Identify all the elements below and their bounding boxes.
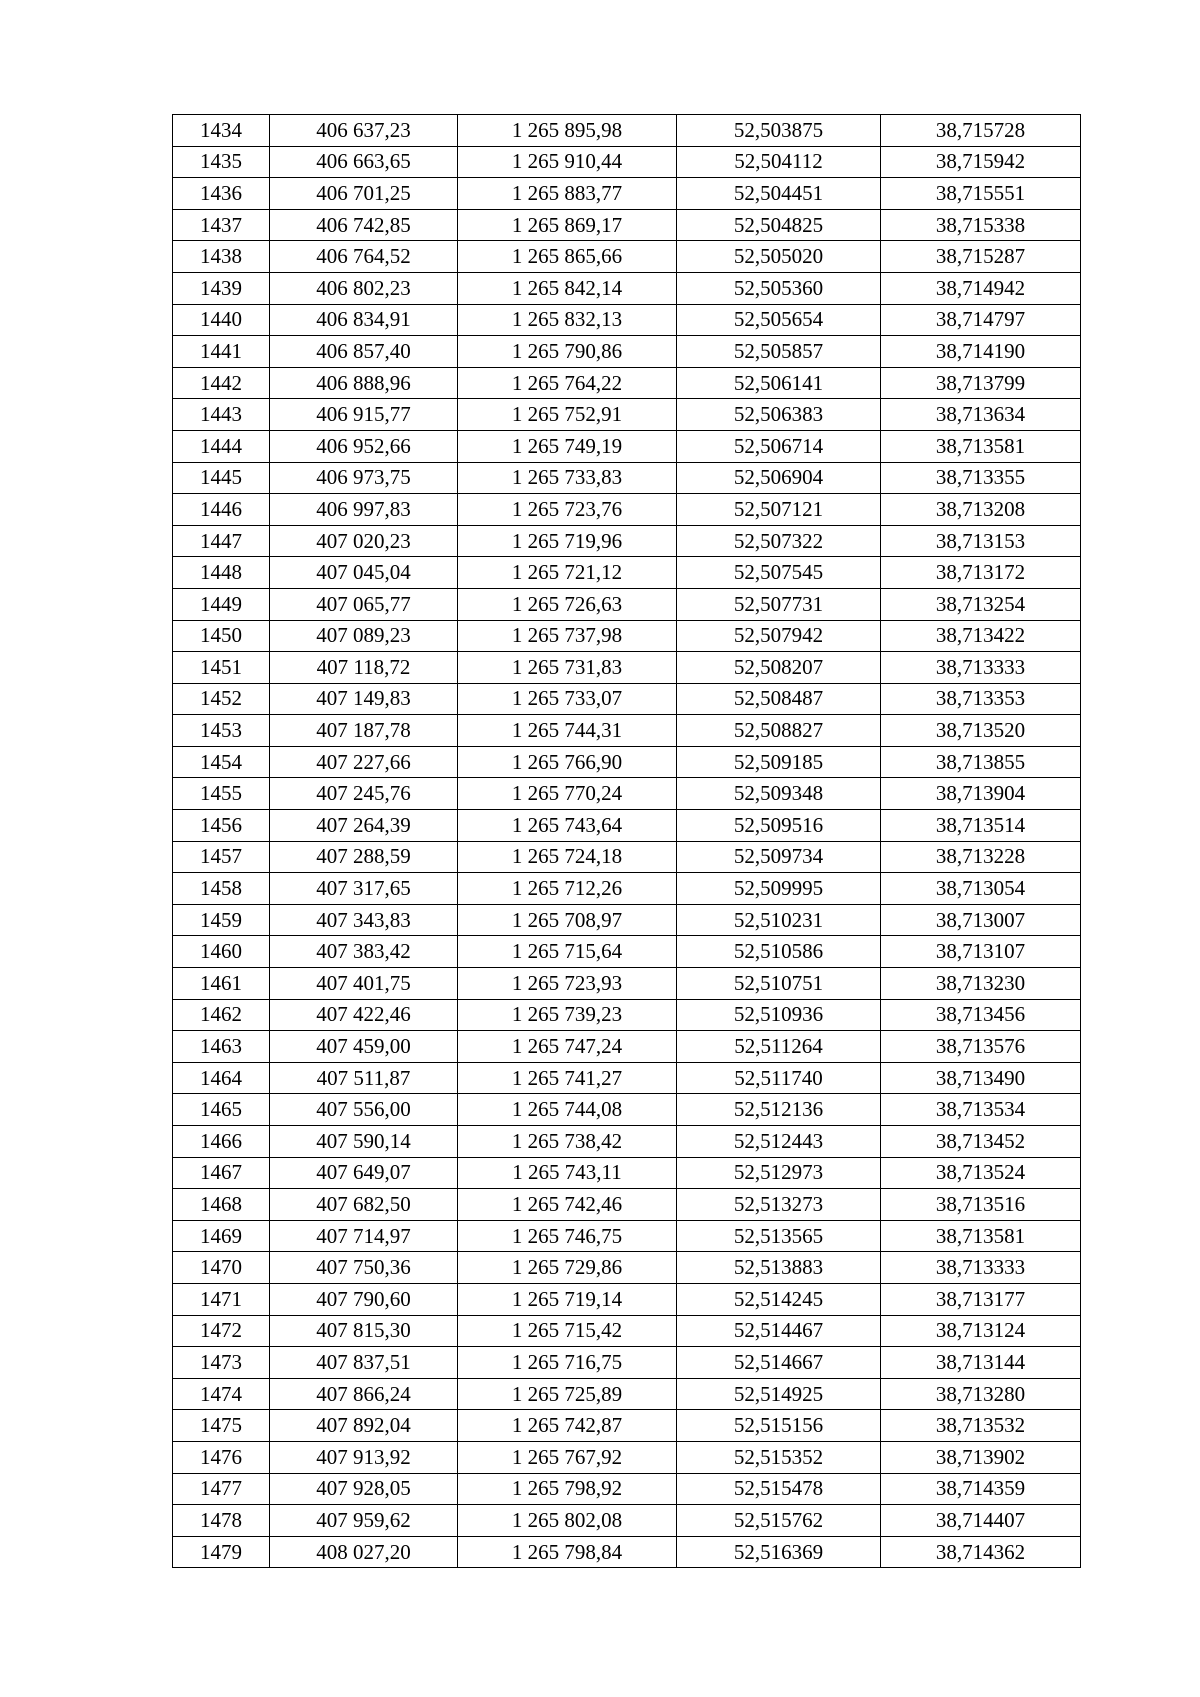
x-coordinate-cell: 407 045,04: [270, 557, 458, 589]
longitude-cell: 38,715728: [881, 115, 1081, 147]
latitude-cell: 52,514925: [677, 1378, 881, 1410]
longitude-cell: 38,713107: [881, 936, 1081, 968]
x-coordinate-cell: 407 892,04: [270, 1410, 458, 1442]
point-number-cell: 1438: [173, 241, 270, 273]
x-coordinate-cell: 406 857,40: [270, 336, 458, 368]
point-number-cell: 1466: [173, 1126, 270, 1158]
x-coordinate-cell: 406 701,25: [270, 178, 458, 210]
point-number-cell: 1436: [173, 178, 270, 210]
table-row: [173, 115, 1081, 147]
point-number-cell: 1459: [173, 904, 270, 936]
table-row: [173, 399, 1081, 431]
y-coordinate-cell: 1 265 708,97: [458, 904, 677, 936]
longitude-cell: 38,713452: [881, 1126, 1081, 1158]
x-coordinate-cell: 407 264,39: [270, 810, 458, 842]
latitude-cell: 52,509516: [677, 810, 881, 842]
latitude-cell: 52,513883: [677, 1252, 881, 1284]
table-row: [173, 367, 1081, 399]
longitude-cell: 38,713208: [881, 494, 1081, 526]
longitude-cell: 38,713054: [881, 873, 1081, 905]
table-row: [173, 1315, 1081, 1347]
latitude-cell: 52,507322: [677, 525, 881, 557]
latitude-cell: 52,509348: [677, 778, 881, 810]
point-number-cell: 1439: [173, 272, 270, 304]
point-number-cell: 1462: [173, 999, 270, 1031]
longitude-cell: 38,713124: [881, 1315, 1081, 1347]
table-row: [173, 999, 1081, 1031]
longitude-cell: 38,715942: [881, 146, 1081, 178]
y-coordinate-cell: 1 265 715,42: [458, 1315, 677, 1347]
table-row: [173, 968, 1081, 1000]
point-number-cell: 1451: [173, 652, 270, 684]
x-coordinate-cell: 407 511,87: [270, 1062, 458, 1094]
longitude-cell: 38,715551: [881, 178, 1081, 210]
table-row: [173, 430, 1081, 462]
point-number-cell: 1445: [173, 462, 270, 494]
longitude-cell: 38,713355: [881, 462, 1081, 494]
longitude-cell: 38,713634: [881, 399, 1081, 431]
longitude-cell: 38,713532: [881, 1410, 1081, 1442]
x-coordinate-cell: 407 227,66: [270, 746, 458, 778]
x-coordinate-cell: 407 928,05: [270, 1473, 458, 1505]
table-row: [173, 1126, 1081, 1158]
x-coordinate-cell: 406 888,96: [270, 367, 458, 399]
latitude-cell: 52,506904: [677, 462, 881, 494]
latitude-cell: 52,505360: [677, 272, 881, 304]
longitude-cell: 38,713333: [881, 652, 1081, 684]
longitude-cell: 38,713353: [881, 683, 1081, 715]
y-coordinate-cell: 1 265 719,96: [458, 525, 677, 557]
y-coordinate-cell: 1 265 790,86: [458, 336, 677, 368]
point-number-cell: 1441: [173, 336, 270, 368]
x-coordinate-cell: 406 952,66: [270, 430, 458, 462]
point-number-cell: 1467: [173, 1157, 270, 1189]
y-coordinate-cell: 1 265 737,98: [458, 620, 677, 652]
table-row: [173, 1189, 1081, 1221]
y-coordinate-cell: 1 265 764,22: [458, 367, 677, 399]
table-row: [173, 620, 1081, 652]
table-row: [173, 1031, 1081, 1063]
point-number-cell: 1443: [173, 399, 270, 431]
table-row: [173, 241, 1081, 273]
longitude-cell: 38,713524: [881, 1157, 1081, 1189]
x-coordinate-cell: 406 637,23: [270, 115, 458, 147]
longitude-cell: 38,713153: [881, 525, 1081, 557]
y-coordinate-cell: 1 265 731,83: [458, 652, 677, 684]
point-number-cell: 1468: [173, 1189, 270, 1221]
point-number-cell: 1440: [173, 304, 270, 336]
table-row: [173, 1094, 1081, 1126]
x-coordinate-cell: 407 401,75: [270, 968, 458, 1000]
table-row: [173, 778, 1081, 810]
latitude-cell: 52,507121: [677, 494, 881, 526]
table-row: [173, 1062, 1081, 1094]
point-number-cell: 1456: [173, 810, 270, 842]
table-row: [173, 1536, 1081, 1568]
latitude-cell: 52,506141: [677, 367, 881, 399]
y-coordinate-cell: 1 265 842,14: [458, 272, 677, 304]
y-coordinate-cell: 1 265 723,76: [458, 494, 677, 526]
x-coordinate-cell: 407 422,46: [270, 999, 458, 1031]
x-coordinate-cell: 407 459,00: [270, 1031, 458, 1063]
x-coordinate-cell: 407 866,24: [270, 1378, 458, 1410]
latitude-cell: 52,511740: [677, 1062, 881, 1094]
latitude-cell: 52,514245: [677, 1283, 881, 1315]
point-number-cell: 1455: [173, 778, 270, 810]
longitude-cell: 38,714362: [881, 1536, 1081, 1568]
table-row: [173, 1157, 1081, 1189]
longitude-cell: 38,713799: [881, 367, 1081, 399]
latitude-cell: 52,516369: [677, 1536, 881, 1568]
point-number-cell: 1474: [173, 1378, 270, 1410]
table-row: [173, 1441, 1081, 1473]
point-number-cell: 1435: [173, 146, 270, 178]
y-coordinate-cell: 1 265 798,92: [458, 1473, 677, 1505]
table-row: [173, 652, 1081, 684]
x-coordinate-cell: 406 997,83: [270, 494, 458, 526]
latitude-cell: 52,504825: [677, 209, 881, 241]
longitude-cell: 38,713144: [881, 1347, 1081, 1379]
point-number-cell: 1449: [173, 588, 270, 620]
table-row: [173, 810, 1081, 842]
longitude-cell: 38,713520: [881, 715, 1081, 747]
x-coordinate-cell: 407 065,77: [270, 588, 458, 620]
point-number-cell: 1479: [173, 1536, 270, 1568]
x-coordinate-cell: 407 556,00: [270, 1094, 458, 1126]
longitude-cell: 38,713422: [881, 620, 1081, 652]
x-coordinate-cell: 407 020,23: [270, 525, 458, 557]
point-number-cell: 1476: [173, 1441, 270, 1473]
table-row: [173, 1410, 1081, 1442]
latitude-cell: 52,512136: [677, 1094, 881, 1126]
point-number-cell: 1472: [173, 1315, 270, 1347]
latitude-cell: 52,507942: [677, 620, 881, 652]
latitude-cell: 52,503875: [677, 115, 881, 147]
point-number-cell: 1448: [173, 557, 270, 589]
latitude-cell: 52,515156: [677, 1410, 881, 1442]
y-coordinate-cell: 1 265 752,91: [458, 399, 677, 431]
table-row: [173, 336, 1081, 368]
coordinates-table: [172, 114, 1081, 1568]
y-coordinate-cell: 1 265 749,19: [458, 430, 677, 462]
latitude-cell: 52,514667: [677, 1347, 881, 1379]
x-coordinate-cell: 406 915,77: [270, 399, 458, 431]
y-coordinate-cell: 1 265 766,90: [458, 746, 677, 778]
x-coordinate-cell: 407 089,23: [270, 620, 458, 652]
point-number-cell: 1457: [173, 841, 270, 873]
latitude-cell: 52,504451: [677, 178, 881, 210]
longitude-cell: 38,713172: [881, 557, 1081, 589]
y-coordinate-cell: 1 265 744,31: [458, 715, 677, 747]
table-row: [173, 683, 1081, 715]
longitude-cell: 38,713280: [881, 1378, 1081, 1410]
point-number-cell: 1461: [173, 968, 270, 1000]
x-coordinate-cell: 406 834,91: [270, 304, 458, 336]
table-row: [173, 1378, 1081, 1410]
y-coordinate-cell: 1 265 832,13: [458, 304, 677, 336]
latitude-cell: 52,509734: [677, 841, 881, 873]
point-number-cell: 1454: [173, 746, 270, 778]
point-number-cell: 1446: [173, 494, 270, 526]
longitude-cell: 38,713902: [881, 1441, 1081, 1473]
longitude-cell: 38,713514: [881, 810, 1081, 842]
longitude-cell: 38,715338: [881, 209, 1081, 241]
y-coordinate-cell: 1 265 712,26: [458, 873, 677, 905]
table-row: [173, 494, 1081, 526]
x-coordinate-cell: 407 149,83: [270, 683, 458, 715]
longitude-cell: 38,713534: [881, 1094, 1081, 1126]
latitude-cell: 52,512973: [677, 1157, 881, 1189]
x-coordinate-cell: 407 288,59: [270, 841, 458, 873]
table-row: [173, 873, 1081, 905]
longitude-cell: 38,713007: [881, 904, 1081, 936]
table-row: [173, 841, 1081, 873]
x-coordinate-cell: 407 959,62: [270, 1505, 458, 1537]
latitude-cell: 52,506383: [677, 399, 881, 431]
table-row: [173, 272, 1081, 304]
y-coordinate-cell: 1 265 738,42: [458, 1126, 677, 1158]
x-coordinate-cell: 407 118,72: [270, 652, 458, 684]
point-number-cell: 1465: [173, 1094, 270, 1126]
y-coordinate-cell: 1 265 802,08: [458, 1505, 677, 1537]
longitude-cell: 38,714797: [881, 304, 1081, 336]
point-number-cell: 1453: [173, 715, 270, 747]
y-coordinate-cell: 1 265 729,86: [458, 1252, 677, 1284]
table-row: [173, 588, 1081, 620]
y-coordinate-cell: 1 265 719,14: [458, 1283, 677, 1315]
latitude-cell: 52,515478: [677, 1473, 881, 1505]
latitude-cell: 52,512443: [677, 1126, 881, 1158]
point-number-cell: 1477: [173, 1473, 270, 1505]
y-coordinate-cell: 1 265 746,75: [458, 1220, 677, 1252]
x-coordinate-cell: 406 802,23: [270, 272, 458, 304]
y-coordinate-cell: 1 265 726,63: [458, 588, 677, 620]
longitude-cell: 38,715287: [881, 241, 1081, 273]
y-coordinate-cell: 1 265 724,18: [458, 841, 677, 873]
y-coordinate-cell: 1 265 723,93: [458, 968, 677, 1000]
point-number-cell: 1478: [173, 1505, 270, 1537]
x-coordinate-cell: 407 913,92: [270, 1441, 458, 1473]
point-number-cell: 1452: [173, 683, 270, 715]
longitude-cell: 38,713904: [881, 778, 1081, 810]
latitude-cell: 52,515352: [677, 1441, 881, 1473]
y-coordinate-cell: 1 265 798,84: [458, 1536, 677, 1568]
x-coordinate-cell: 406 663,65: [270, 146, 458, 178]
y-coordinate-cell: 1 265 770,24: [458, 778, 677, 810]
latitude-cell: 52,504112: [677, 146, 881, 178]
table-row: [173, 304, 1081, 336]
latitude-cell: 52,509185: [677, 746, 881, 778]
y-coordinate-cell: 1 265 739,23: [458, 999, 677, 1031]
longitude-cell: 38,713581: [881, 1220, 1081, 1252]
longitude-cell: 38,713333: [881, 1252, 1081, 1284]
latitude-cell: 52,506714: [677, 430, 881, 462]
point-number-cell: 1442: [173, 367, 270, 399]
y-coordinate-cell: 1 265 743,11: [458, 1157, 677, 1189]
y-coordinate-cell: 1 265 742,87: [458, 1410, 677, 1442]
table-row: [173, 1473, 1081, 1505]
point-number-cell: 1463: [173, 1031, 270, 1063]
y-coordinate-cell: 1 265 715,64: [458, 936, 677, 968]
table-row: [173, 746, 1081, 778]
table-row: [173, 557, 1081, 589]
latitude-cell: 52,507545: [677, 557, 881, 589]
latitude-cell: 52,514467: [677, 1315, 881, 1347]
latitude-cell: 52,511264: [677, 1031, 881, 1063]
table-row: [173, 462, 1081, 494]
y-coordinate-cell: 1 265 910,44: [458, 146, 677, 178]
latitude-cell: 52,508827: [677, 715, 881, 747]
y-coordinate-cell: 1 265 865,66: [458, 241, 677, 273]
longitude-cell: 38,713230: [881, 968, 1081, 1000]
longitude-cell: 38,714942: [881, 272, 1081, 304]
x-coordinate-cell: 408 027,20: [270, 1536, 458, 1568]
y-coordinate-cell: 1 265 716,75: [458, 1347, 677, 1379]
x-coordinate-cell: 407 815,30: [270, 1315, 458, 1347]
y-coordinate-cell: 1 265 767,92: [458, 1441, 677, 1473]
table-row: [173, 904, 1081, 936]
y-coordinate-cell: 1 265 883,77: [458, 178, 677, 210]
table-row: [173, 146, 1081, 178]
table-row: [173, 936, 1081, 968]
y-coordinate-cell: 1 265 741,27: [458, 1062, 677, 1094]
point-number-cell: 1450: [173, 620, 270, 652]
longitude-cell: 38,714359: [881, 1473, 1081, 1505]
longitude-cell: 38,713177: [881, 1283, 1081, 1315]
longitude-cell: 38,713576: [881, 1031, 1081, 1063]
point-number-cell: 1434: [173, 115, 270, 147]
latitude-cell: 52,505654: [677, 304, 881, 336]
x-coordinate-cell: 407 383,42: [270, 936, 458, 968]
y-coordinate-cell: 1 265 733,83: [458, 462, 677, 494]
table-row: [173, 1505, 1081, 1537]
x-coordinate-cell: 407 317,65: [270, 873, 458, 905]
x-coordinate-cell: 407 750,36: [270, 1252, 458, 1284]
y-coordinate-cell: 1 265 744,08: [458, 1094, 677, 1126]
y-coordinate-cell: 1 265 742,46: [458, 1189, 677, 1221]
latitude-cell: 52,510231: [677, 904, 881, 936]
x-coordinate-cell: 406 973,75: [270, 462, 458, 494]
table-row: [173, 1347, 1081, 1379]
longitude-cell: 38,714407: [881, 1505, 1081, 1537]
point-number-cell: 1475: [173, 1410, 270, 1442]
x-coordinate-cell: 407 187,78: [270, 715, 458, 747]
point-number-cell: 1444: [173, 430, 270, 462]
coordinates-table-body: [173, 115, 1081, 1568]
latitude-cell: 52,508207: [677, 652, 881, 684]
x-coordinate-cell: 407 245,76: [270, 778, 458, 810]
x-coordinate-cell: 407 649,07: [270, 1157, 458, 1189]
longitude-cell: 38,713581: [881, 430, 1081, 462]
longitude-cell: 38,714190: [881, 336, 1081, 368]
latitude-cell: 52,510936: [677, 999, 881, 1031]
longitude-cell: 38,713490: [881, 1062, 1081, 1094]
latitude-cell: 52,505020: [677, 241, 881, 273]
table-row: [173, 1220, 1081, 1252]
y-coordinate-cell: 1 265 743,64: [458, 810, 677, 842]
y-coordinate-cell: 1 265 733,07: [458, 683, 677, 715]
table-row: [173, 525, 1081, 557]
x-coordinate-cell: 407 837,51: [270, 1347, 458, 1379]
table-row: [173, 715, 1081, 747]
x-coordinate-cell: 407 590,14: [270, 1126, 458, 1158]
y-coordinate-cell: 1 265 725,89: [458, 1378, 677, 1410]
x-coordinate-cell: 407 343,83: [270, 904, 458, 936]
point-number-cell: 1460: [173, 936, 270, 968]
x-coordinate-cell: 407 714,97: [270, 1220, 458, 1252]
point-number-cell: 1471: [173, 1283, 270, 1315]
latitude-cell: 52,510586: [677, 936, 881, 968]
x-coordinate-cell: 407 682,50: [270, 1189, 458, 1221]
table-row: [173, 1252, 1081, 1284]
latitude-cell: 52,507731: [677, 588, 881, 620]
table-row: [173, 1283, 1081, 1315]
table-row: [173, 178, 1081, 210]
latitude-cell: 52,513273: [677, 1189, 881, 1221]
point-number-cell: 1469: [173, 1220, 270, 1252]
y-coordinate-cell: 1 265 895,98: [458, 115, 677, 147]
point-number-cell: 1437: [173, 209, 270, 241]
point-number-cell: 1464: [173, 1062, 270, 1094]
table-row: [173, 209, 1081, 241]
x-coordinate-cell: 407 790,60: [270, 1283, 458, 1315]
longitude-cell: 38,713254: [881, 588, 1081, 620]
latitude-cell: 52,510751: [677, 968, 881, 1000]
x-coordinate-cell: 406 742,85: [270, 209, 458, 241]
longitude-cell: 38,713228: [881, 841, 1081, 873]
point-number-cell: 1470: [173, 1252, 270, 1284]
latitude-cell: 52,513565: [677, 1220, 881, 1252]
latitude-cell: 52,505857: [677, 336, 881, 368]
latitude-cell: 52,509995: [677, 873, 881, 905]
longitude-cell: 38,713855: [881, 746, 1081, 778]
y-coordinate-cell: 1 265 747,24: [458, 1031, 677, 1063]
longitude-cell: 38,713516: [881, 1189, 1081, 1221]
point-number-cell: 1473: [173, 1347, 270, 1379]
point-number-cell: 1447: [173, 525, 270, 557]
latitude-cell: 52,508487: [677, 683, 881, 715]
x-coordinate-cell: 406 764,52: [270, 241, 458, 273]
latitude-cell: 52,515762: [677, 1505, 881, 1537]
y-coordinate-cell: 1 265 869,17: [458, 209, 677, 241]
longitude-cell: 38,713456: [881, 999, 1081, 1031]
y-coordinate-cell: 1 265 721,12: [458, 557, 677, 589]
point-number-cell: 1458: [173, 873, 270, 905]
